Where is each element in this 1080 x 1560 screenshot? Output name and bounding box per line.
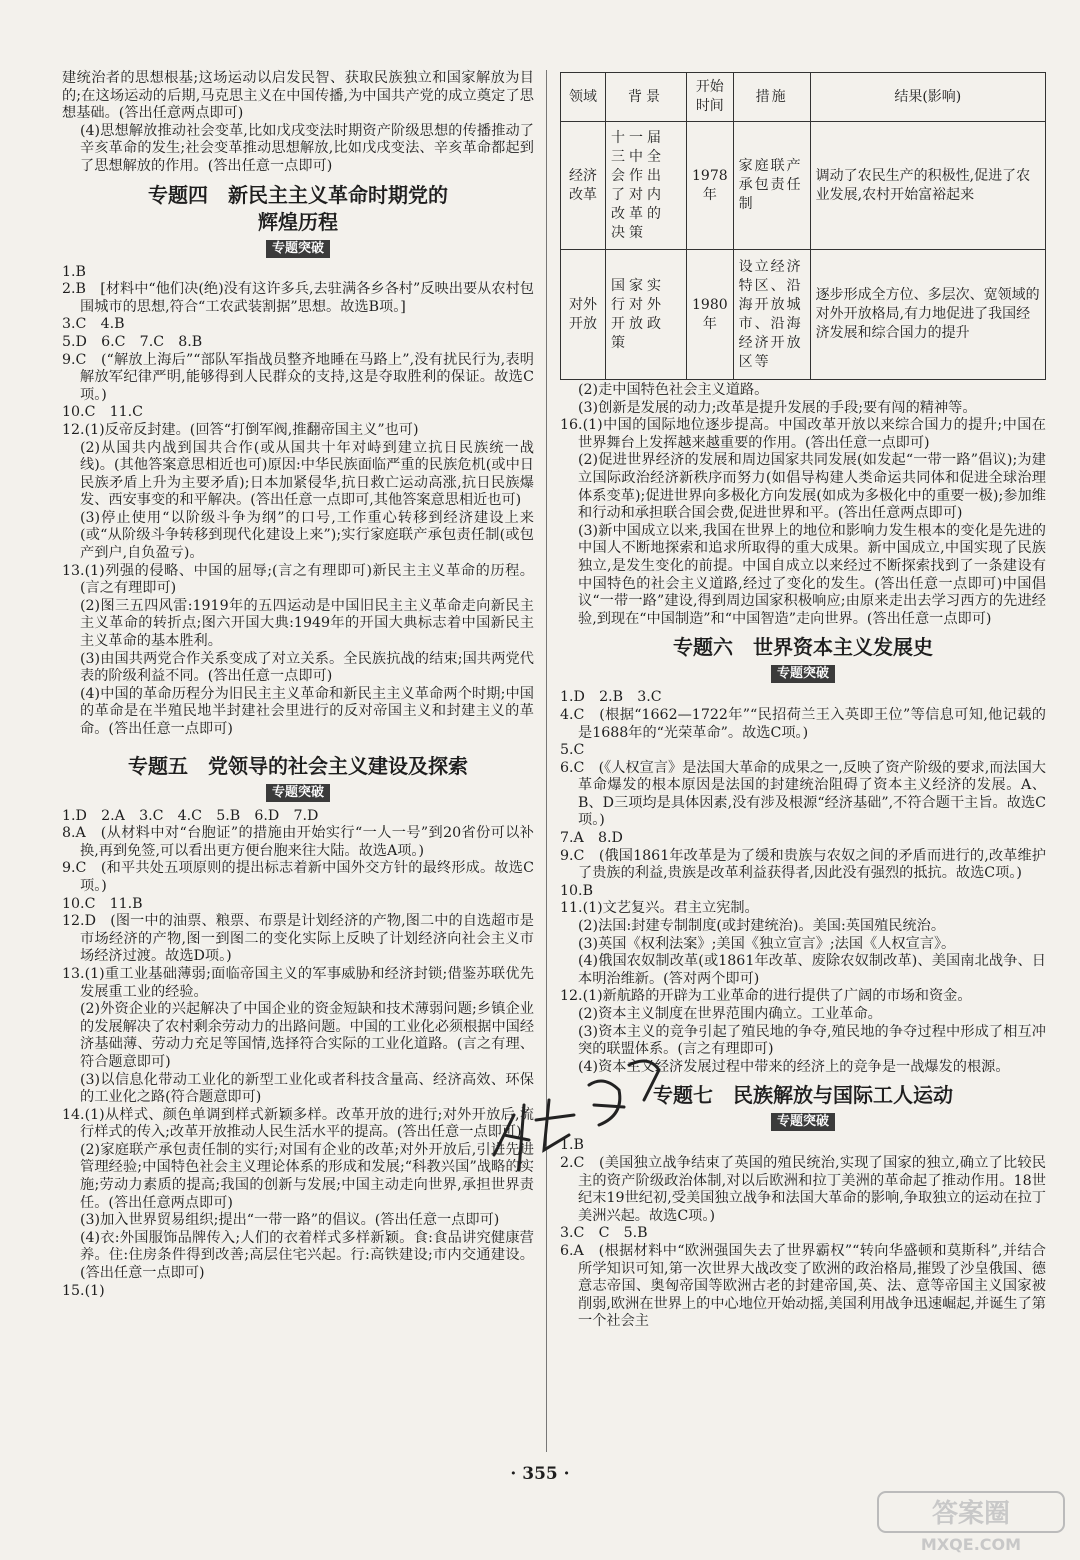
answer-subitem: (2)家庭联产承包责任制的实行;对国有企业的改革;对外开放后,引进先进管理经验;中国特色社会主义理论体系的形成和发展;“科教兴国”战略的实施;劳动力素质的提高;我国的创新与发展;中国主动走向世界,承担世界责任。(答出任意两点即可) [80,1141,534,1211]
table-cell: 1980年 [687,250,734,380]
answer-item: 5.C [560,742,585,759]
answer-item: 6.C (《人权宣言》是法国大革命的成果之一,反映了资产阶级的要求,而法国大革命爆发的根本原因是法国的封建统治阻碍了资本主义经济的发展。A、B、D三项均是具体因素,没有涉及根源“经济基础”,不符合题干主旨。故选C项。) [560,759,1046,829]
answer-item: 4.C (根据“1662—1722年”“民招荷兰王入英即王位”等信息可知,他记载的是1688年的“光荣革命”。故选C项。) [560,706,1046,741]
table-header: 领域 [561,73,606,122]
table-cell: 经济改革 [561,122,606,250]
table-cell: 十一届三中全会作出了对内改革的决策 [606,122,687,250]
answer-item: 10.B [560,882,593,899]
answer-subitem: (3)停止使用“以阶级斗争为纲”的口号,工作重心转移到经济建设上来(或“从阶级斗争转移到现代化建设上来”);实行家庭联产承包责任制(或包产到户,自负盈亏)。 [80,509,534,562]
table-cell: 1978年 [687,122,734,250]
column-divider [546,70,547,1452]
answer-item: 1.D 2.A 3.C 4.C 5.B 6.D 7.D [62,807,319,824]
section-title-4 [62,182,534,236]
table-cell: 家庭联产承包责任制 [733,122,810,250]
page-number: · 355 · [510,1464,570,1484]
answer-subitem: (4)俄国农奴制改革(或1861年改革、废除农奴制改革)、美国南北战争、日本明治维新。(答对两个即可) [578,953,1046,987]
table-header-row [561,73,1046,122]
answer-item: 5.D 6.C 7.C 8.B [62,333,203,350]
answer-item: 9.C (俄国1861年改革是为了缓和贵族与农奴之间的矛盾而进行的,改革维护了贵族的利益,贵族是改革利益获得者,因此没有强烈的抵抗。故选C项。) [560,847,1046,882]
answer-subitem: (4)资本主义经济发展过程中带来的经济上的竞争是一战爆发的根源。 [578,1058,1010,1075]
section-title-5: 专题五 党领导的社会主义建设及探索 [128,753,468,778]
answer-item: 1.B [62,263,86,280]
section-title-line: 专题四 新民主主义革命时期党的 [148,182,448,207]
svg-text:答案圈: 答案圈 [931,1499,1011,1529]
answer-item: 2.B [材料中“他们决(绝)没有这许多兵,去驻满各乡各村”反映出要从农村包围城市的思想,符合“工农武装割据”思想。故选B项。] [62,281,534,315]
svg-text:MXQE.COM: MXQE.COM [920,1535,1022,1554]
table-header: 背景 [606,73,687,122]
table-header: 开始时间 [687,73,734,122]
section-badge: 专题突破 [266,784,330,802]
table-row [561,250,1046,380]
answer-item: 9.C (和平共处五项原则的提出标志着新中国外交方针的最终形成。故选C项。) [62,860,534,894]
table-header: 措施 [733,73,810,122]
answer-item: 10.C 11.B [62,895,143,912]
answer-item: 1.B [560,1137,584,1154]
answer-item: 12.(1)反帝反封建。(回答“打倒军阀,推翻帝国主义”也可) [62,421,419,438]
section-badge: 专题突破 [771,1113,835,1131]
answer-subitem: (2)图三五四风雷:1919年的五四运动是中国旧民主主义革命走向新民主主义革命的转折点;图六开国大典:1949年的开国大典标志着中国新民主主义革命的基本胜利。 [80,597,534,650]
answer-subitem: (2)法国:封建专制制度(或封建统治)。美国:英国殖民统治。 [578,918,946,935]
answer-subitem: (3)资本主义的竞争引起了殖民地的争夺,殖民地的争夺过程中形成了相互冲突的联盟体系。(言之有理即可) [578,1023,1046,1058]
watermark-logo [876,1490,1066,1554]
answer-item: 13.(1)列强的侵略、中国的屈辱;(言之有理即可)新民主主义革命的历程。(言之有理即可) [62,562,534,597]
table-cell: 逐步形成全方位、多层次、宽领域的对外开放格局,有力地促进了我国经济发展和综合国力的提升 [810,250,1045,380]
table-cell: 调动了农民生产的积极性,促进了农业发展,农村开始富裕起来 [810,122,1045,250]
answer-item: 14.(1)从样式、颜色单调到样式新颖多样。改革开放的进行;对外开放后,流行样式的传入;改革开放推动人民生活水平的提高。(答出任意一点即可) [62,1106,534,1141]
answer-subitem: (2)资本主义制度在世界范围内确立。工业革命。 [578,1006,882,1022]
answer-item: 11.(1)文艺复兴。君主立宪制。 [560,900,759,917]
answer-subitem: (2)从国共内战到国共合作(或从国共十年对峙到建立抗日民族统一战线)。(其他答案意思相近也可)原因:中华民族面临严重的民族危机(或中日民族矛盾上升为主要矛盾);日本加紧侵华,抗日救亡运动高涨,抗日民族爆发、西安事变的和平解决。(答出任意一点即可,其他答案意思相近也可) [80,439,534,509]
answer-item: 1.D 2.B 3.C [560,689,662,706]
section-badge: 专题突破 [771,665,835,683]
answer-table [560,72,1046,380]
answer-subitem: (3)由国共两党合作关系变成了对立关系。全民族抗战的结束;国共两党代表的阶级利益不同。(答出任意一点即可) [80,650,534,685]
answer-item: 3.C 4.B [62,316,125,333]
answer-item: 13.(1)重工业基础薄弱;面临帝国主义的军事威胁和经济封锁;借鉴苏联优先发展重工业的经验。 [62,965,534,1000]
answer-subitem: (3)新中国成立以来,我国在世界上的地位和影响力发生根本的变化是先进的中国人不断地探索和追求所取得的重大成果。新中国成立,中国实现了民族独立,是发生变化的前提。中国自成立以来经过不断探索找到了一条建设有中国特色的社会主义道路,经过了变化的发生。(答出任意一点即可)中国倡议“一带一路”建设,得到周边国家积极响应;由原来走出去学习西方的先进经验,到现在“中国制造”和“中国智造”走向世界。(答出任意一点即可) [578,522,1046,627]
section-title-7: 专题七 民族解放与国际工人运动 [653,1083,953,1108]
section-badge: 专题突破 [266,240,330,258]
answer-subitem: (2)外资企业的兴起解决了中国企业的资金短缺和技术薄弱问题;乡镇企业的发展解决了农村剩余劳动力的出路问题。中国的工业化必须根据中国经济基础薄、劳动力充足等国情,选择符合实际的工业化道路。(言之有理、符合题意即可) [80,1001,535,1070]
answer-item: 7.A 8.D [560,830,623,847]
table-row [561,122,1046,250]
section-title-line: 辉煌历程 [258,209,338,234]
table-cell: 对外开放 [561,250,606,380]
answer-item: 3.C C 5.B [560,1225,648,1242]
answer-subitem: (3)英国《权利法案》;美国《独立宣言》;法国《人权宣言》。 [578,935,956,952]
answer-item: 12.(1)新航路的开辟为工业革命的进行提供了广阔的市场和资金。 [560,988,972,1005]
table-cell: 设立经济特区、沿海开放城市、沿海经济开放区等 [733,250,810,380]
intro-paragraph: (4)思想解放推动社会变革,比如戊戌变法时期资产阶级思想的传播推动了辛亥革命的发生;社会变革推动思想解放,比如戊戌变法、辛亥革命都起到了思想解放的作用。(答出任意一点即可) [80,122,534,174]
table-cell: 国家实行对外开放政策 [606,250,687,380]
answer-subitem: (3)创新是发展的动力;改革是提升发展的手段;要有闯的精神等。 [578,399,977,416]
answer-subitem: (4)中国的革命历程分为旧民主主义革命和新民主主义革命两个时期;中国的革命是在半殖民地半封建社会里进行的反对帝国主义和封建主义的革命。(答出任意一点即可) [80,685,534,737]
answer-item: 9.C (“解放上海后”“部队军指战员整齐地睡在马路上”,没有扰民行为,表明解放军纪律严明,能够得到人民群众的支持,这是夺取胜利的保证。故选C项。) [62,351,534,403]
answer-item: 6.A (根据材料中“欧洲强国失去了世界霸权”“转向华盛顿和莫斯科”,并结合所学知识可知,第一次世界大战改变了欧洲的政治格局,摧毁了沙皇俄国、德意志帝国、奥匈帝国等欧洲古老的封建帝国,英、法、意等帝国主义国家被削弱,欧洲在世界上的中心地位开始动摇,美国利用战争迅速崛起,并诞生了第一个社会主 [560,1242,1046,1330]
answer-subitem: (3)加入世界贸易组织;提出“一带一路”的倡议。(答出任意一点即可) [80,1212,500,1229]
answer-item: 12.D (图一中的油票、粮票、布票是计划经济的产物,图二中的自选超市是市场经济的产物,图一到图二的变化实际上反映了计划经济向社会主义市场经济过渡。故选D项。) [62,913,534,965]
answer-subitem: (2)促进世界经济的发展和周边国家共同发展(如发起“一带一路”倡议);为建立国际政治经济新秩序而努力(如倡导构建人类命运共同体和促进全球治理体系变革);促进世界向多极化方向发展(如成为多极化中的重要一极);参加维和行动和承担联合国会费,促进世界和平。(答出任意两点即可) [578,452,1046,522]
answer-subitem: (4)衣:外国服饰品牌传入;人们的衣着样式多样新颖。食:食品讲究健康营养。住:住房条件得到改善;高层住宅兴起。行:高铁建设;市内交通建设。(答出任意一点即可) [80,1229,534,1282]
answer-item: 15.(1) [62,1282,105,1299]
intro-paragraph: 建统治者的思想根基;这场运动以启发民智、获取民族独立和国家解放为目的;在这场运动的后期,马克思主义在中国传播,为中国共产党的成立奠定了思想基础。(答出任意两点即可) [62,70,534,122]
left-column [62,70,534,1300]
answer-subitem: (3)以信息化带动工业化的新型工业化或者科技含量高、经济高效、环保的工业化之路(符合题意即可) [80,1071,534,1106]
answer-item: 10.C 11.C [62,404,144,421]
answer-item: 8.A (从材料中对“台胞证”的措施由开始实行“一人一号”到20省份可以补换,再到免签,可以看出更方便台胞来往大陆。故选A项。) [62,825,534,859]
answer-subitem: (2)走中国特色社会主义道路。 [578,382,769,398]
answer-item: 16.(1)中国的国际地位逐步提高。中国改革开放以来综合国力的提升;中国在世界舞台上发挥越来越重要的作用。(答出任意一点即可) [560,417,1046,451]
section-title-6: 专题六 世界资本主义发展史 [673,635,933,660]
table-header: 结果(影响) [810,73,1045,122]
answer-item: 2.C (美国独立战争结束了英国的殖民统治,实现了国家的独立,确立了比较民主的资产阶级政治体制,对以后欧洲和拉丁美洲的革命起了推动作用。18世纪末19世纪初,受美国独立战争和法国大革命的影响,争取独立的运动在拉丁美洲兴起。故选C项。) [560,1154,1046,1224]
handwriting-scribble [474,1045,674,1195]
